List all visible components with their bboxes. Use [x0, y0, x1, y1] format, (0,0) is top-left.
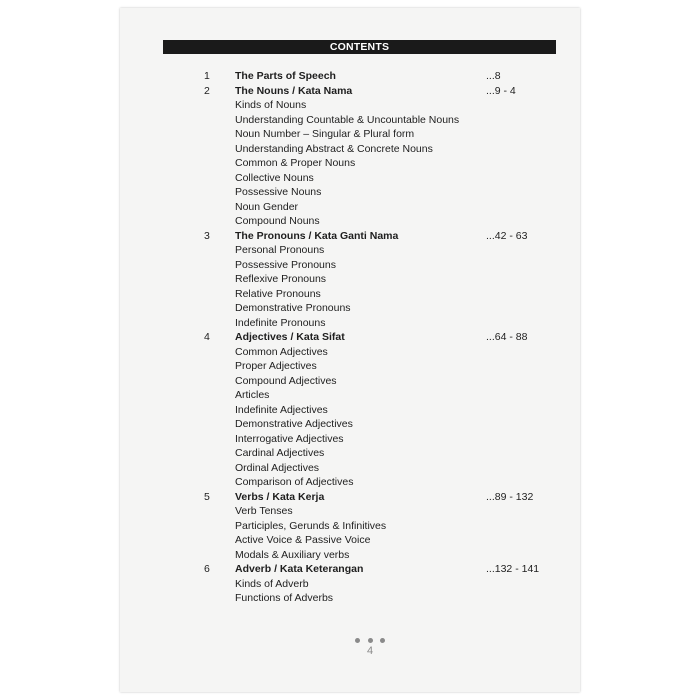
- chapter-title: The Nouns / Kata Nama: [235, 84, 353, 97]
- subentry-title: Relative Pronouns: [235, 287, 321, 300]
- toc-subentry-row: [0, 432, 700, 447]
- page-range: ...42 - 63: [486, 229, 528, 242]
- toc-subentry-row: [0, 359, 700, 374]
- toc-subentry-row: [0, 475, 700, 490]
- chapter-title: Verbs / Kata Kerja: [235, 490, 325, 503]
- toc-subentry-row: [0, 577, 700, 592]
- chapter-title: Adverb / Kata Keterangan: [235, 563, 364, 575]
- toc-subentry-row: [0, 301, 700, 316]
- subentry-title: Demonstrative Pronouns: [235, 302, 351, 314]
- toc-subentry-row: [0, 519, 700, 534]
- subentry-title: Personal Pronouns: [235, 244, 325, 256]
- chapter-number: 5: [204, 490, 210, 503]
- subentry-title: Comparison of Adjectives: [235, 476, 354, 488]
- toc-subentry-row: [0, 171, 700, 186]
- table-of-contents: [0, 69, 700, 606]
- subentry-title: Modals & Auxiliary verbs: [235, 548, 350, 561]
- page-range: ...89 - 132: [486, 490, 534, 503]
- chapter-number: 1: [204, 70, 210, 82]
- toc-chapter-row: [0, 69, 700, 84]
- subentry-title: Active Voice & Passive Voice: [235, 534, 371, 546]
- chapter-number: 2: [204, 84, 210, 97]
- page-number: 4: [366, 645, 374, 657]
- toc-subentry-row: [0, 185, 700, 200]
- toc-subentry-row: [0, 156, 700, 171]
- toc-subentry-row: [0, 446, 700, 461]
- subentry-title: Compound Adjectives: [235, 374, 337, 387]
- toc-chapter-row: [0, 490, 700, 505]
- toc-subentry-row: [0, 98, 700, 113]
- toc-subentry-row: [0, 548, 700, 563]
- chapter-title: The Pronouns / Kata Ganti Nama: [235, 229, 399, 242]
- page-range: ...64 - 88: [486, 331, 528, 343]
- subentry-title: Verb Tenses: [235, 505, 293, 517]
- footer-ornament: [355, 636, 385, 644]
- toc-subentry-row: [0, 374, 700, 389]
- subentry-title: Indefinite Pronouns: [235, 316, 326, 329]
- chapter-number: 6: [204, 563, 210, 575]
- toc-subentry-row: [0, 388, 700, 403]
- toc-subentry-row: [0, 214, 700, 229]
- subentry-title: Participles, Gerunds & Infinitives: [235, 519, 387, 532]
- page-range: ...8: [486, 70, 501, 82]
- page-range: ...132 - 141: [486, 563, 540, 575]
- chapter-number: 3: [204, 229, 210, 242]
- subentry-title: Indefinite Adjectives: [235, 403, 328, 416]
- subentry-title: Common Adjectives: [235, 345, 328, 358]
- subentry-title: Compound Nouns: [235, 215, 320, 227]
- subentry-title: Proper Adjectives: [235, 360, 317, 372]
- subentry-title: Articles: [235, 389, 270, 401]
- toc-chapter-row: [0, 330, 700, 345]
- toc-subentry-row: [0, 591, 700, 606]
- toc-subentry-row: [0, 272, 700, 287]
- toc-chapter-row: [0, 562, 700, 577]
- subentry-title: Collective Nouns: [235, 171, 314, 184]
- chapter-title: Adjectives / Kata Sifat: [235, 331, 345, 343]
- subentry-title: Understanding Countable & Uncountable Nouns: [235, 113, 460, 126]
- toc-subentry-row: [0, 258, 700, 273]
- subentry-title: Demonstrative Adjectives: [235, 418, 353, 430]
- subentry-title: Kinds of Nouns: [235, 99, 307, 111]
- toc-chapter-row: [0, 84, 700, 99]
- subentry-title: Possessive Pronouns: [235, 258, 336, 271]
- toc-subentry-row: [0, 142, 700, 157]
- toc-chapter-row: [0, 229, 700, 244]
- subentry-title: Understanding Abstract & Concrete Nouns: [235, 142, 433, 155]
- subentry-title: Kinds of Adverb: [235, 577, 309, 590]
- toc-subentry-row: [0, 504, 700, 519]
- toc-subentry-row: [0, 200, 700, 215]
- toc-subentry-row: [0, 461, 700, 476]
- subentry-title: Reflexive Pronouns: [235, 273, 327, 285]
- toc-subentry-row: [0, 417, 700, 432]
- toc-subentry-row: [0, 127, 700, 142]
- subentry-title: Common & Proper Nouns: [235, 157, 356, 169]
- toc-subentry-row: [0, 113, 700, 128]
- subentry-title: Cardinal Adjectives: [235, 447, 325, 459]
- chapter-title: The Parts of Speech: [235, 70, 336, 82]
- subentry-title: Noun Gender: [235, 200, 299, 213]
- chapter-number: 4: [204, 331, 210, 343]
- subentry-title: Ordinal Adjectives: [235, 461, 320, 474]
- page-range: ...9 - 4: [486, 84, 516, 97]
- dot-icon: [368, 638, 373, 643]
- toc-subentry-row: [0, 345, 700, 360]
- subentry-title: Noun Number – Singular & Plural form: [235, 128, 415, 140]
- dot-icon: [355, 638, 360, 643]
- dot-icon: [380, 638, 385, 643]
- subentry-title: Possessive Nouns: [235, 186, 322, 198]
- toc-subentry-row: [0, 243, 700, 258]
- toc-subentry-row: [0, 316, 700, 331]
- toc-subentry-row: [0, 533, 700, 548]
- subentry-title: Functions of Adverbs: [235, 592, 334, 604]
- toc-subentry-row: [0, 403, 700, 418]
- subentry-title: Interrogative Adjectives: [235, 432, 344, 445]
- contents-header: CONTENTS: [163, 40, 556, 54]
- toc-subentry-row: [0, 287, 700, 302]
